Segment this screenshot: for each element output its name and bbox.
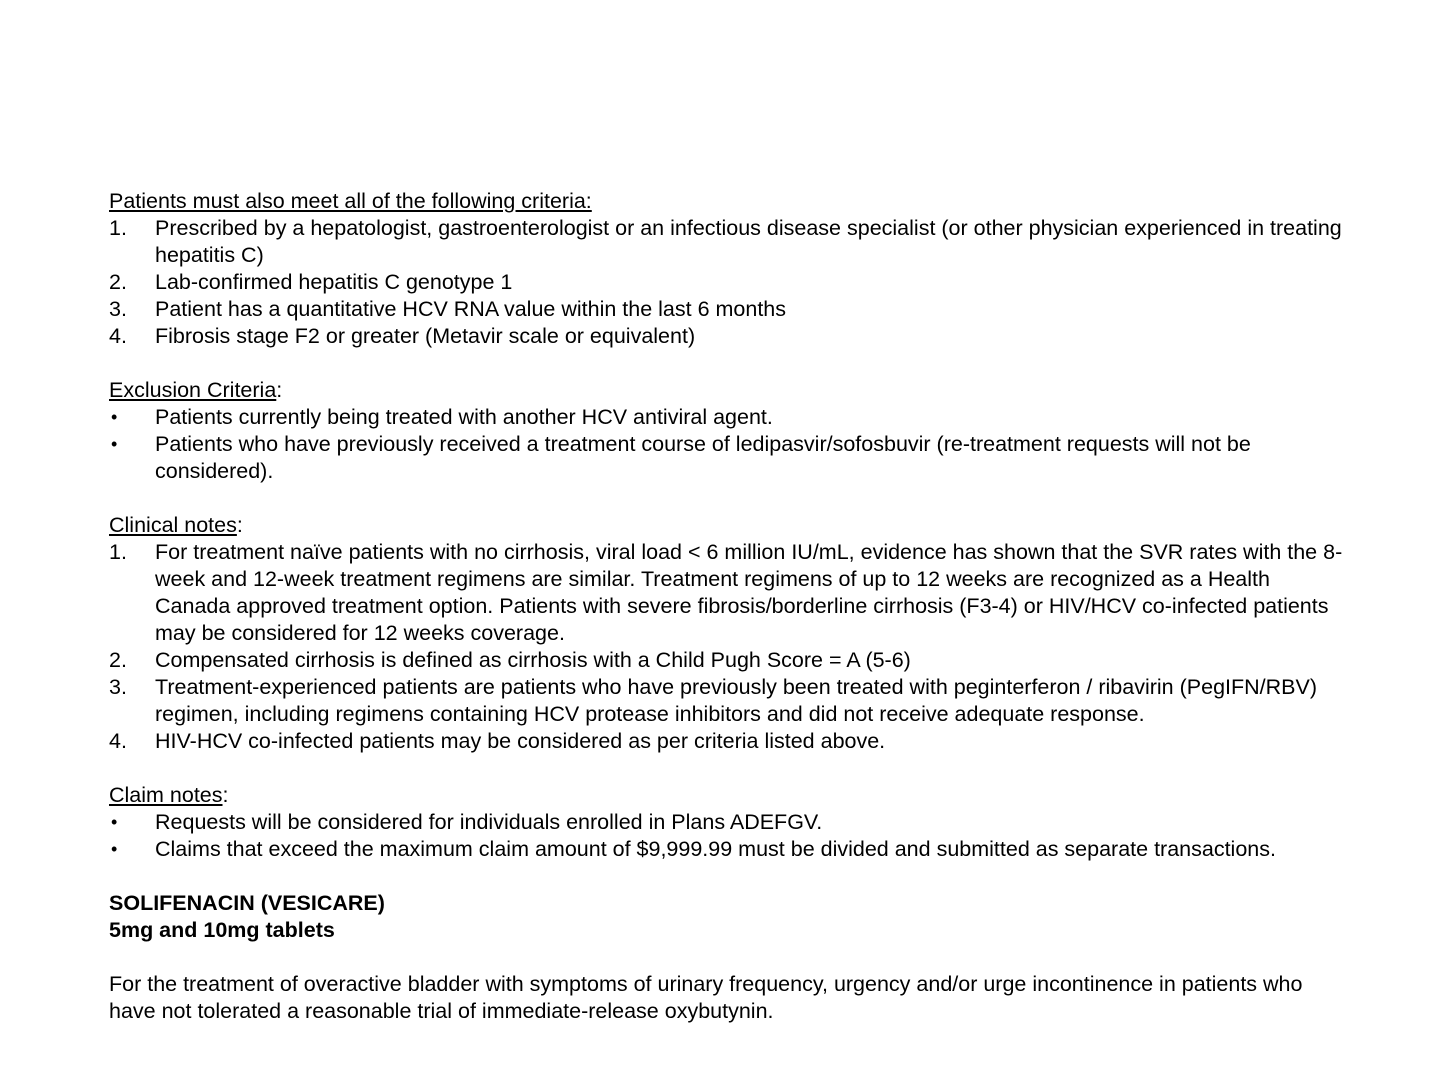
drug-name: SOLIFENACIN (VESICARE)	[109, 891, 385, 915]
list-item-text: Requests will be considered for individuals enrolled in Plans ADEFGV.	[155, 810, 823, 834]
drug-strength: 5mg and 10mg tablets	[109, 918, 335, 942]
list-marker: 2.	[109, 270, 127, 294]
list-item-text: Prescribed by a hepatologist, gastroenterologist or an infectious disease specialist (or other physician experienced in treating hepatitis C)	[155, 216, 1342, 267]
exclusion-heading: Exclusion Criteria	[109, 378, 277, 402]
list-item	[109, 215, 1349, 269]
list-item	[109, 836, 1349, 863]
bullet-icon: •	[111, 434, 118, 454]
spacer	[109, 863, 1349, 890]
list-item-text: Claims that exceed the maximum claim amount of $9,999.99 must be divided and submitted as separate transactions.	[155, 837, 1276, 861]
claim-notes-heading: Claim notes	[109, 783, 223, 807]
list-marker: 4.	[109, 324, 127, 348]
clinical-notes-heading: Clinical notes	[109, 513, 237, 537]
claim-notes-section	[109, 782, 1349, 863]
criteria-list	[109, 215, 1349, 350]
clinical-notes-list	[109, 539, 1349, 755]
list-item-text: Patient has a quantitative HCV RNA value within the last 6 months	[155, 297, 787, 321]
heading-colon: :	[276, 378, 283, 402]
list-item-text: Patients who have previously received a treatment course of ledipasvir/sofosbuvir (re-treatment requests will not be considered).	[155, 432, 1251, 483]
list-item	[109, 404, 1349, 431]
list-item	[109, 539, 1349, 647]
list-item	[109, 728, 1349, 755]
spacer	[109, 755, 1349, 782]
list-marker: 1.	[109, 216, 127, 240]
list-item	[109, 323, 1349, 350]
spacer	[109, 944, 1349, 971]
list-item-text: Treatment-experienced patients are patients who have previously been treated with peginterferon / ribavirin (PegIFN/RBV) regimen, including regimens containing HCV protease inhibitors and did not receive adequate response.	[155, 675, 1317, 726]
list-item	[109, 431, 1349, 485]
heading-colon: :	[222, 783, 229, 807]
document-page	[109, 188, 1349, 1025]
list-item	[109, 296, 1349, 323]
list-item-text: Compensated cirrhosis is defined as cirrhosis with a Child Pugh Score = A (5-6)	[155, 648, 911, 672]
list-item-text: For treatment naïve patients with no cirrhosis, viral load < 6 million IU/mL, evidence has shown that the SVR rates with the 8-week and 12-week treatment regimens are similar. Treatment regimens of up to 12 weeks are recognized as a Health Canada approved treatment option. Patients with severe fibrosis/borderline cirrhosis (F3-4) or HIV/HCV co-infected patients may be considered for 12 weeks coverage.	[155, 540, 1343, 645]
list-marker: 3.	[109, 297, 127, 321]
claim-notes-list	[109, 809, 1349, 863]
exclusion-section	[109, 377, 1349, 485]
list-item-text: Patients currently being treated with another HCV antiviral agent.	[155, 405, 773, 429]
list-marker: 3.	[109, 675, 127, 699]
list-item	[109, 269, 1349, 296]
drug-section	[109, 890, 1349, 1025]
spacer	[109, 485, 1349, 512]
list-marker: 1.	[109, 540, 127, 564]
list-item	[109, 674, 1349, 728]
spacer	[109, 350, 1349, 377]
list-item	[109, 809, 1349, 836]
list-marker: 2.	[109, 648, 127, 672]
list-marker: 4.	[109, 729, 127, 753]
clinical-notes-section	[109, 512, 1349, 755]
list-item-text: Lab-confirmed hepatitis C genotype 1	[155, 270, 513, 294]
criteria-heading: Patients must also meet all of the following criteria:	[109, 189, 592, 213]
bullet-icon: •	[111, 407, 118, 427]
exclusion-list	[109, 404, 1349, 485]
heading-colon: :	[236, 513, 243, 537]
bullet-icon: •	[111, 839, 118, 859]
drug-indication: For the treatment of overactive bladder with symptoms of urinary frequency, urgency and/or urge incontinence in patients who have not tolerated a reasonable trial of immediate-release oxybutynin.	[109, 972, 1303, 1023]
bullet-icon: •	[111, 812, 118, 832]
list-item-text: Fibrosis stage F2 or greater (Metavir scale or equivalent)	[155, 324, 696, 348]
criteria-section	[109, 188, 1349, 350]
list-item	[109, 647, 1349, 674]
list-item-text: HIV-HCV co-infected patients may be considered as per criteria listed above.	[155, 729, 886, 753]
